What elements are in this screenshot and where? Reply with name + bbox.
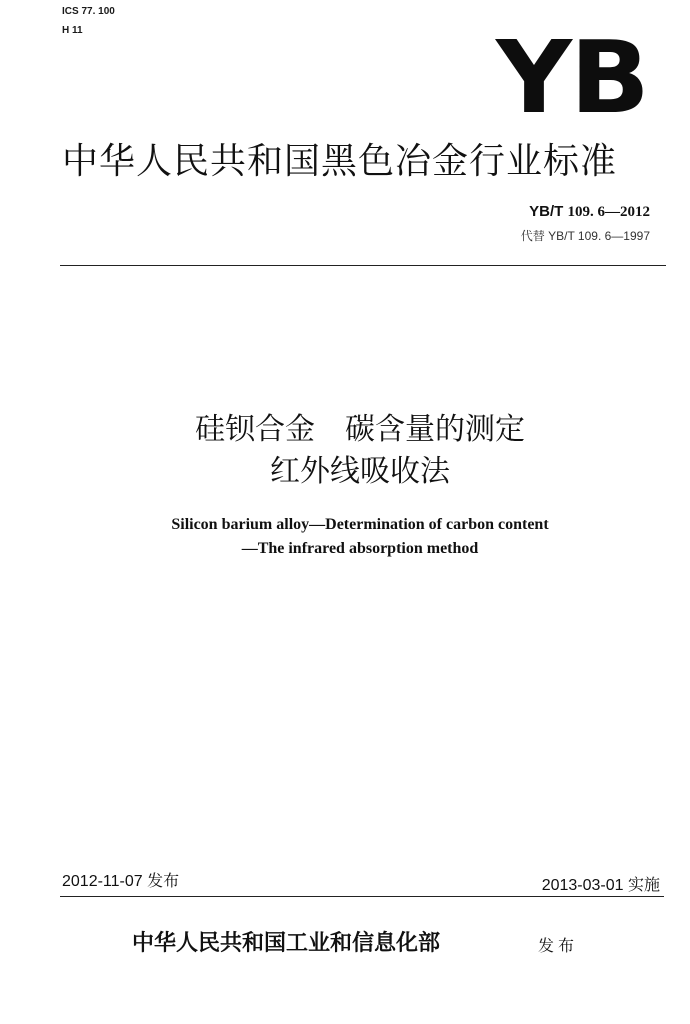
standard-code-prefix: YB/T [529,203,564,220]
replaces-label: 代替 [520,229,545,243]
title-english-line-1: Silicon barium alloy—Determination of carbon content [171,516,549,533]
issue-date: 2012-11-07 发布 [62,873,180,890]
standard-code-number: 109. 6—2012 [567,204,650,220]
ics-code: ICS 77. 100 [62,6,115,17]
top-divider [60,265,666,266]
implementation-date: 2013-03-01 实施 [541,877,660,894]
yb-logo: YB [496,19,648,136]
title-chinese-line-1: 硅钡合金 碳含量的测定 [195,412,525,447]
replaces-standard [521,228,650,244]
publisher-name: 中华人民共和国工业和信息化部 [132,930,441,956]
industry-standard-title: 中华人民共和国黑色冶金行业标准 [62,141,618,182]
title-english-line-2: —The infrared absorption method [241,540,479,557]
bottom-divider [60,896,664,897]
ccs-code: H 11 [62,25,83,36]
replaces-code: YB/T 109. 6—1997 [548,229,650,243]
standard-code [529,202,650,222]
classification-codes [62,2,115,40]
publish-label: 发布 [538,936,579,955]
title-chinese-line-2: 红外线吸收法 [270,454,450,489]
